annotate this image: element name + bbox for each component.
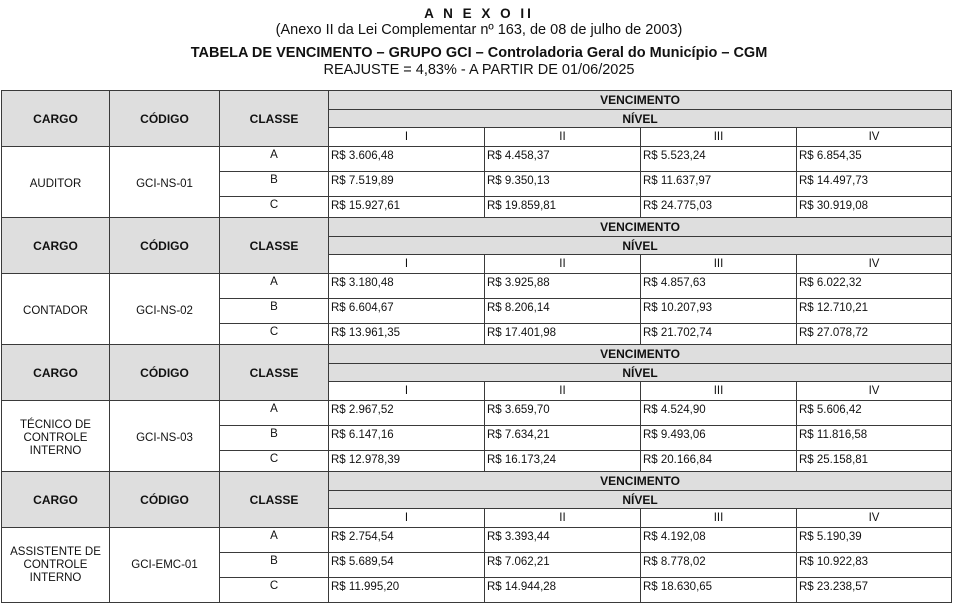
level-header: I [329,382,485,401]
codigo-cell: GCI-NS-01 [110,147,220,222]
salary-value: R$ 14.497,73 [797,172,952,197]
salary-value: R$ 4.857,63 [641,274,797,299]
nivel-header: NÍVEL [329,491,952,509]
salary-value: R$ 2.967,52 [329,401,485,426]
salary-value: R$ 18.630,65 [641,578,797,603]
salary-value: R$ 4.192,08 [641,528,797,553]
classe-cell: C [220,578,329,603]
level-header: III [641,255,797,274]
salary-value: R$ 10.922,83 [797,553,952,578]
table-row [2,528,952,553]
level-header: II [485,382,641,401]
salary-value: R$ 3.393,44 [485,528,641,553]
cargo-header: CARGO [2,218,110,274]
salary-block [1,344,952,476]
level-header: II [485,128,641,147]
table-title: TABELA DE VENCIMENTO – GRUPO GCI – Controladoria Geral do Município – CGM [190,45,768,61]
level-header: II [485,509,641,528]
codigo-header: CÓDIGO [110,472,220,528]
codigo-header: CÓDIGO [110,91,220,147]
salary-block [1,217,952,349]
salary-value: R$ 7.519,89 [329,172,485,197]
salary-value: R$ 5.606,42 [797,401,952,426]
salary-value: R$ 13.961,35 [329,324,485,349]
salary-value: R$ 16.173,24 [485,451,641,476]
salary-value: R$ 25.158,81 [797,451,952,476]
classe-cell: C [220,451,329,476]
header-row [2,218,952,237]
salary-value: R$ 20.166,84 [641,451,797,476]
nivel-header: NÍVEL [329,110,952,128]
nivel-header: NÍVEL [329,237,952,255]
salary-value: R$ 11.637,97 [641,172,797,197]
salary-value: R$ 19.859,81 [485,197,641,222]
classe-cell: B [220,172,329,197]
salary-block [1,90,952,222]
table-row [2,401,952,426]
salary-value: R$ 30.919,08 [797,197,952,222]
classe-cell: B [220,299,329,324]
classe-header: CLASSE [220,91,329,147]
salary-value: R$ 3.659,70 [485,401,641,426]
salary-value: R$ 6.022,32 [797,274,952,299]
table-row [2,274,952,299]
cargo-header: CARGO [2,91,110,147]
level-header: I [329,128,485,147]
cargo-cell: TÉCNICO DE CONTROLE INTERNO [2,401,110,476]
salary-value: R$ 7.634,21 [485,426,641,451]
salary-value: R$ 6.604,67 [329,299,485,324]
salary-value: R$ 3.925,88 [485,274,641,299]
salary-value: R$ 15.927,61 [329,197,485,222]
salary-value: R$ 23.238,57 [797,578,952,603]
level-header: IV [797,255,952,274]
salary-value: R$ 6.147,16 [329,426,485,451]
cargo-header: CARGO [2,472,110,528]
classe-cell: B [220,426,329,451]
level-header: IV [797,509,952,528]
level-header: IV [797,128,952,147]
vencimento-header: VENCIMENTO [329,472,952,491]
salary-value: R$ 27.078,72 [797,324,952,349]
classe-header: CLASSE [220,218,329,274]
cargo-cell: CONTADOR [2,274,110,349]
salary-value: R$ 8.206,14 [485,299,641,324]
annex-subtitle: (Anexo II da Lei Complementar nº 163, de 08 de julho de 2003) [275,22,683,38]
vencimento-header: VENCIMENTO [329,218,952,237]
cargo-cell: ASSISTENTE DE CONTROLE INTERNO [2,528,110,603]
classe-cell: C [220,197,329,222]
header-row [2,472,952,491]
salary-value: R$ 12.978,39 [329,451,485,476]
adjustment-note: REAJUSTE = 4,83% - A PARTIR DE 01/06/2025 [323,62,635,78]
nivel-header: NÍVEL [329,364,952,382]
salary-block [1,471,952,603]
salary-value: R$ 24.775,03 [641,197,797,222]
level-header: I [329,255,485,274]
cargo-cell: AUDITOR [2,147,110,222]
classe-cell: C [220,324,329,349]
vencimento-header: VENCIMENTO [329,91,952,110]
salary-value: R$ 5.523,24 [641,147,797,172]
level-header: III [641,382,797,401]
classe-cell: B [220,553,329,578]
vencimento-header: VENCIMENTO [329,345,952,364]
salary-value: R$ 3.606,48 [329,147,485,172]
codigo-cell: GCI-EMC-01 [110,528,220,603]
level-header: IV [797,382,952,401]
salary-value: R$ 5.190,39 [797,528,952,553]
codigo-header: CÓDIGO [110,345,220,401]
salary-value: R$ 14.944,28 [485,578,641,603]
salary-value: R$ 6.854,35 [797,147,952,172]
codigo-header: CÓDIGO [110,218,220,274]
salary-value: R$ 2.754,54 [329,528,485,553]
salary-value: R$ 12.710,21 [797,299,952,324]
salary-value: R$ 17.401,98 [485,324,641,349]
salary-value: R$ 11.816,58 [797,426,952,451]
salary-value: R$ 21.702,74 [641,324,797,349]
classe-cell: A [220,528,329,553]
salary-value: R$ 11.995,20 [329,578,485,603]
salary-value: R$ 4.524,90 [641,401,797,426]
level-header: III [641,128,797,147]
salary-value: R$ 8.778,02 [641,553,797,578]
annex-title: A N E X O II [424,6,534,21]
header-row [2,345,952,364]
salary-value: R$ 9.493,06 [641,426,797,451]
level-header: I [329,509,485,528]
salary-value: R$ 7.062,21 [485,553,641,578]
codigo-cell: GCI-NS-02 [110,274,220,349]
classe-cell: A [220,274,329,299]
salary-value: R$ 10.207,93 [641,299,797,324]
salary-value: R$ 9.350,13 [485,172,641,197]
salary-value: R$ 4.458,37 [485,147,641,172]
header-row [2,91,952,110]
classe-cell: A [220,401,329,426]
salary-value: R$ 3.180,48 [329,274,485,299]
salary-value: R$ 5.689,54 [329,553,485,578]
cargo-header: CARGO [2,345,110,401]
codigo-cell: GCI-NS-03 [110,401,220,476]
classe-header: CLASSE [220,472,329,528]
level-header: III [641,509,797,528]
classe-header: CLASSE [220,345,329,401]
classe-cell: A [220,147,329,172]
level-header: II [485,255,641,274]
table-row [2,147,952,172]
